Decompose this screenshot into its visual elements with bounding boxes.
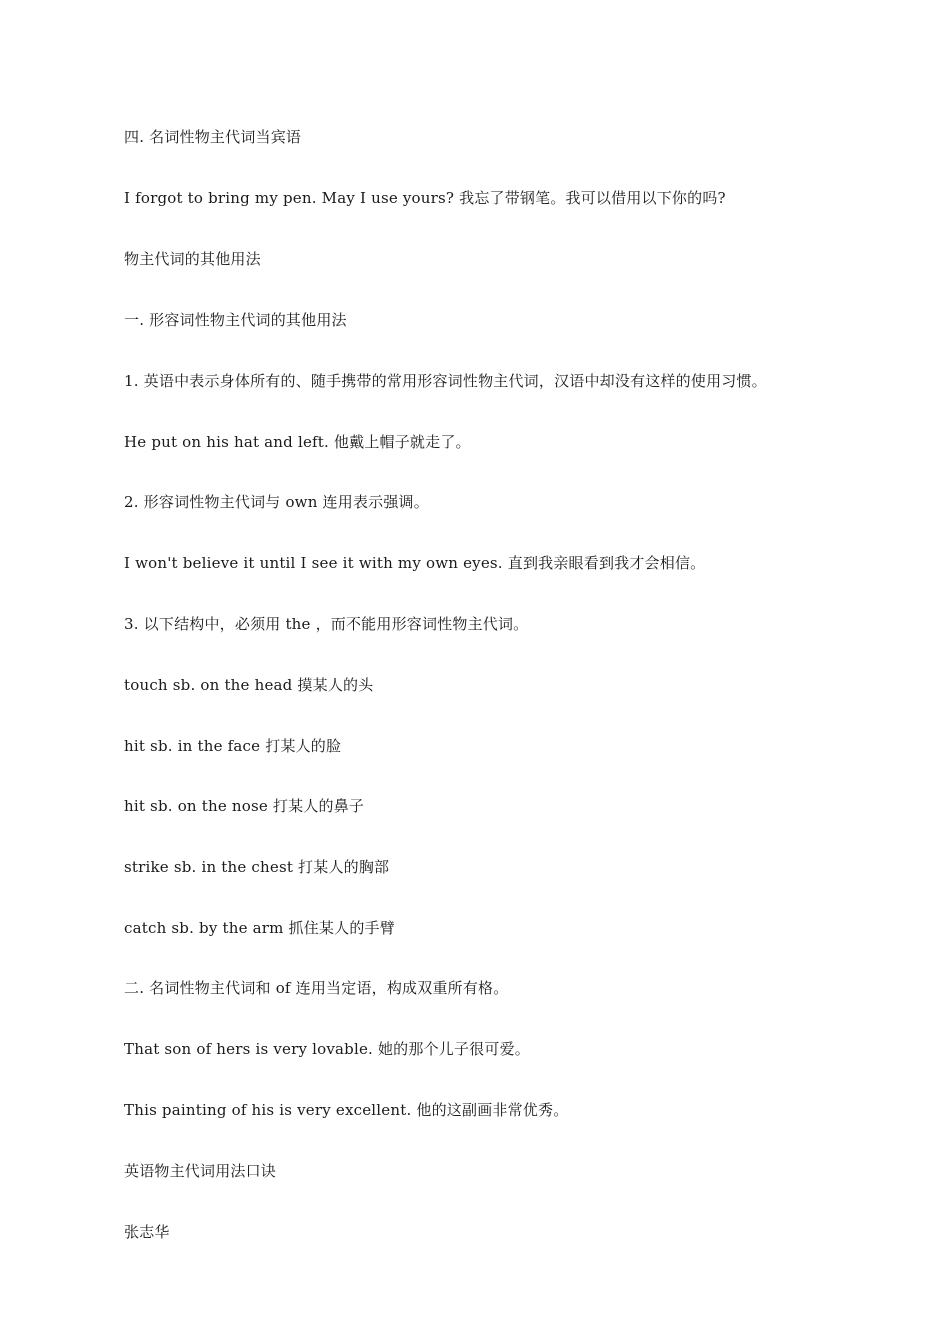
example-sentence: He put on his hat and left. 他戴上帽子就走了。 (124, 433, 471, 451)
phrase-example: hit sb. on the nose 打某人的鼻子 (124, 797, 365, 815)
example-sentence: That son of hers is very lovable. 她的那个儿子很可爱。 (124, 1040, 530, 1058)
example-sentence: I won't believe it until I see it with my own eyes. 直到我亲眼看到我才会相信。 (124, 554, 706, 572)
phrase-example: strike sb. in the chest 打某人的胸部 (124, 858, 390, 876)
section-title-other-usages: 物主代词的其他用法 (124, 250, 261, 268)
rule-item-2: 2. 形容词性物主代词与 own 连用表示强调。 (124, 493, 429, 511)
rule-item-3: 3. 以下结构中，必须用 the ，而不能用形容词性物主代词。 (124, 615, 529, 633)
phrase-example: catch sb. by the arm 抓住某人的手臂 (124, 919, 395, 937)
rule-item-1: 1. 英语中表示身体所有的、随手携带的常用形容词性物主代词，汉语中却没有这样的使用习惯。 (124, 372, 767, 390)
section-heading-4: 四. 名词性物主代词当宾语 (124, 128, 302, 146)
example-sentence: This painting of his is very excellent. 他的这副画非常优秀。 (124, 1101, 569, 1119)
phrase-example: touch sb. on the head 摸某人的头 (124, 676, 374, 694)
section-title-mnemonic: 英语物主代词用法口诀 (124, 1162, 277, 1180)
example-sentence: I forgot to bring my pen. May I use yours? 我忘了带钢笔。我可以借用以下你的吗? (124, 189, 726, 207)
author-name: 张志华 (124, 1223, 170, 1241)
phrase-example: hit sb. in the face 打某人的脸 (124, 737, 342, 755)
section-heading-1: 一. 形容词性物主代词的其他用法 (124, 311, 347, 329)
section-heading-2: 二. 名词性物主代词和 of 连用当定语，构成双重所有格。 (124, 979, 509, 997)
